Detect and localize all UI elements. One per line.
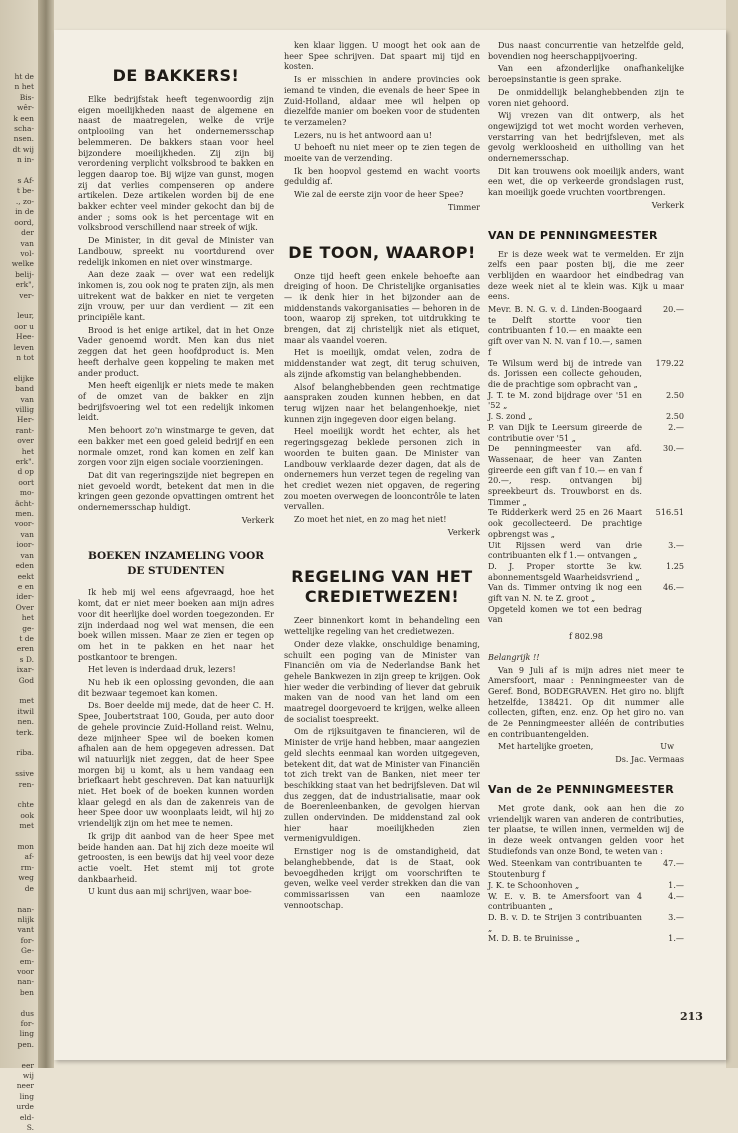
column-2 [284, 40, 480, 912]
gutter-fragment: God [18, 675, 34, 685]
donation-entry-amount: 2.— [668, 421, 684, 432]
paragraph: Onder deze vlakke, onschuldige benaming, schuilt een poging van de Minister van Financiën om via de Nederlandse Bank het gehele Bankwezen in zijn greep te krijgen. Ook hier weder die verbinding of liever dat gebruik maken van de nood van het land om een maatregel doorgevoerd te krijgen, welke alleen de socialist toespreekt. [284, 638, 480, 724]
gutter-fragment [4, 301, 34, 311]
gutter-fragment [4, 832, 34, 842]
donation-entry [488, 411, 684, 422]
gutter-fragment: ver- [19, 290, 34, 300]
donation-entry-text: De penningmeester van afd. Wassenaar, de heer van Zanten gireerde een gift van f 10.— en van f 20.—, resp. ontvangen bij spreekbeurt ds. Trouwborst en ds. Timmer „ [488, 443, 642, 507]
column-1 [78, 40, 274, 899]
section-intro-2: Met grote dank, ook aan hen die zo vriendelijk waren van anderen de contributies, ter plaatse, te willen innen, vermelden wij de in deze week ontvangen gelden voor het Studiefonds van onze Bond, te weten van : [488, 802, 684, 856]
donation-entry-amount: 20.— [663, 304, 684, 315]
paragraph: Is er misschien in andere provincies ook iemand te vinden, die evenals de heer Spee in Zuid-Holland, aldaar mee wil helpen op diezelfde manier om boeken voor de studenten te verzamelen? [284, 74, 480, 127]
donation-entry-amount: 179.22 [655, 357, 684, 368]
donation-entry-amount: 46.— [663, 582, 684, 593]
gutter-fragment: het [21, 446, 34, 456]
gutter-fragment: t de [19, 633, 34, 643]
gutter-fragment: wêr- [17, 103, 34, 113]
gutter-fragment: ren- [18, 779, 34, 789]
paragraph: Men heeft eigenlijk er niets mede te maken of de omzet van de bakker en zijn bedrijfsvoering wel tot een redelijk inkomen leidt. [78, 380, 274, 423]
gutter-fragment: t be- [16, 186, 34, 196]
donation-entry [488, 933, 684, 944]
author-signature: Verkerk [651, 199, 684, 210]
gutter-fragment: vol- [20, 248, 34, 258]
paragraph: Ik heb mij wel eens afgevraagd, hoe het komt, dat er niet meer boeken aan mijn adres voor dit heerlijke doel worden toegezonden. Er zijn inderdaad nog wel wat mensen, die een boek willen missen. Maar ze zien er tegen op om het in te pakken en het naar het postkantoor te brengen. [78, 587, 274, 662]
donation-entry [488, 304, 684, 358]
gutter-fragment: eld- [19, 1112, 34, 1122]
gutter-fragment: S. [26, 1123, 34, 1133]
gutter-fragment: erk". [15, 457, 34, 467]
gutter-fragment: pen. [17, 1039, 34, 1049]
gutter-fragment: Ge- [21, 946, 34, 956]
gutter-fragment: eren [16, 644, 34, 654]
gutter-fragment: ioor- [16, 540, 34, 550]
gutter-fragment: voor [17, 966, 34, 976]
paragraph: Elke bedrijfstak heeft tegenwoordig zijn eigen moeilijkheden naast de algemene en naast de maatregelen, welke de vrije ontplooiing van het ondernemersschap belemmeren. De bakkers staan voor heel bijzondere moeilijkheden. Zij zijn bij verordening verplicht volksbrood te bakken en leggen daarop toe. Bij wijze van gunst, mogen zij dat verlies compenseren op andere artikelen. Deze artikelen worden bij de ene bakker echter veel minder gekocht dan bij de ander ; soms ook is het percentage wit en volksbrood verschillend naar streek of wijk. [78, 94, 274, 233]
gutter-fragment: rant- [15, 425, 34, 435]
gutter-fragment: chte [17, 800, 34, 810]
gutter-fragment: belij- [15, 269, 34, 279]
article-body-credietwezen-continued [488, 40, 684, 198]
donation-list [488, 304, 684, 625]
donation-entry-amount: 1.— [668, 879, 684, 890]
donation-entry-text: D. J. Proper stortte 3e kw. abonnementsgeld Waarheidsvriend „ [488, 560, 642, 582]
paragraph: U kunt dus aan mij schrijven, waar boe- [88, 886, 252, 897]
section-intro: Er is deze week wat te vermelden. Er zijn zelfs een paar posten bij, die me zeer verblijden en waardoor het eindbedrag van deze week niet al te klein was. Kijk u maar eens. [488, 248, 684, 302]
donation-entry [488, 912, 684, 933]
donation-entry-text: P. van Dijk te Leersum gireerde de contributie over '51 „ [488, 421, 642, 443]
gutter-fragment: leur, [17, 311, 34, 321]
paragraph: De Minister, in dit geval de Minister van Landbouw, spreekt nu voortdurend over redelijk inkomen en niet over winstmarge. [78, 235, 274, 267]
gutter-fragment: em- [19, 956, 34, 966]
gutter-fragment: ling [19, 1091, 34, 1101]
gutter-fragment: voor- [14, 519, 34, 529]
paragraph: U behoeft nu niet meer op te zien tegen de moeite van de verzending. [284, 142, 480, 164]
paragraph: Lezers, nu is het antwoord aan u! [294, 129, 433, 140]
donation-entry-amount: 3.— [668, 911, 684, 922]
donation-entry-text: Te Ridderkerk werd 25 en 26 Maart ook gecollecteerd. De prachtige opbrengst was „ [488, 507, 642, 539]
gutter-fragment: villig [15, 405, 34, 414]
gutter-fragment: erk", [15, 280, 34, 290]
paragraph: Dit kan trouwens ook moeilijk anders, want een wet, die op verkeerde grondslagen rust, kan moeilijk goede vruchten voortbrengen. [488, 165, 684, 198]
gutter-fragment: neer [16, 1081, 34, 1091]
gutter-fragment: n tot [16, 352, 34, 362]
paragraph: Ds. Boer deelde mij mede, dat de heer C. H. Spee, Joubertstraat 100, Gouda, per auto door de gehele provincie Zuid-Holland reist. Welnu, deze mijnheer Spee wil de boeken komen afhalen aan de hem opgegeven adressen. Dat wil natuurlijk niet zeggen, dat de heer Spee morgen bij u komt, als u hem vandaag een briefkaart hebt geschreven. Dat kan natuurlijk niet. Het boek of de boeken kunnen worden klaar gelegd en als dan de zakenreis van de heer Spee door uw woonplaats leidt, wil hij zo vriendelijk zijn om het mee te nemen. [78, 700, 274, 829]
paragraph: Wij vrezen van dit ontwerp, als het ongewijzigd tot wet mocht worden verheven, verstarring van het bedrijfsleven, met als gevolg werkloosheid en uitholling van het ondernemersschap. [488, 110, 684, 164]
paragraph: Aan deze zaak — over wat een redelijk inkomen is, zou ook nog te praten zijn, als men uitrekent wat de bakker en niet te vergeten zijn vrouw, per uur dan verdient — zit een principiële kant. [78, 269, 274, 323]
paragraph: Het leven is inderdaad druk, lezers! [88, 664, 236, 675]
author-signature: Verkerk [447, 526, 480, 537]
paragraph: Ernstiger nog is de omstandigheid, dat belanghebbende, dat is de Staat, ook bevoegdheden krijgt om voorschriften te geven, welke veel verder strekken dan die van commissarissen van een naamloze vennootschap. [284, 846, 480, 910]
gutter-fragment: nsen. [13, 134, 34, 144]
gutter-fragment: itwil [17, 706, 34, 716]
paragraph: Heel moeilijk wordt het echter, als het regeringsgezag beklede personen zich in woorden te buiten gaan. De Minister van Landbouw verklaarde dezer dagen, dat als de ondernemers hun verzet tegen de regeling van het crediet wezen niet opgaven, de regering zou moeten overwegen de looncontrôle te laten vervallen. [284, 426, 480, 512]
donation-entry [488, 422, 684, 443]
gutter-fragment: ächt- [14, 498, 34, 508]
gutter-fragment: Bis- [19, 92, 34, 102]
author-signature: Verkerk [241, 514, 274, 525]
donation-entry-text: M. D. B. te Bruinisse „ [488, 933, 580, 944]
gutter-fragment: vant [17, 925, 34, 935]
paragraph: Zo moet het niet, en zo mag het niet! [294, 514, 447, 525]
donation-entry-amount: 47.— [663, 858, 684, 869]
gutter-fragment [4, 998, 34, 1008]
donation-entry-amount: 4.— [668, 890, 684, 901]
donation-entry [488, 540, 684, 561]
gutter-fragment: van [20, 238, 34, 248]
paragraph: Ik ben hoopvol gestemd en wacht voorts geduldig af. [284, 165, 480, 187]
gutter-fragment: de [24, 883, 34, 893]
gutter-fragment: band [15, 384, 34, 394]
gutter-fragment: elijke [13, 373, 34, 383]
gutter-fragment: rm- [20, 862, 34, 872]
gutter-fragment: for- [20, 1018, 34, 1028]
gutter-fragment: weg [18, 873, 34, 883]
gutter-fragment: van [20, 550, 34, 560]
donation-list-2 [488, 858, 684, 944]
gutter-fragment: eden [15, 561, 34, 571]
gutter-fragment: van [20, 394, 34, 404]
gutter-fragment: ben [19, 987, 34, 997]
page-edge [726, 0, 738, 1068]
gutter-fragment: n in- [17, 155, 34, 165]
paragraph: Nu heb ik een oplossing gevonden, die aan dit bezwaar tegemoet kan komen. [78, 677, 274, 698]
notice-label: Belangrijk !! [488, 651, 540, 662]
gutter-fragment: nlijk [17, 914, 34, 924]
donation-entry-amount: 3.— [668, 539, 684, 550]
paragraph: Om de rijksuitgaven te financieren, wil de Minister de vrije hand hebben, maar aangezien geld slechts eenmaal kan worden uitgegeven, betekent dit, dat wat de Minister van Financiën tot zich trekt van de Banken, niet meer ter beschikking staat van het bedrijfsleven. Dat wil dus zeggen, dat de industrialisatie, maar ook de Boerenleenbanken, de gevolgen hiervan zullen ondervinden. De middenstand zal ook hier haar moeilijkheden zien vermenigvuldigen. [284, 726, 480, 844]
donation-entry-amount: 1.— [668, 933, 684, 944]
gutter-fragment: ling [19, 1029, 34, 1039]
paragraph: Alsof belanghebbenden geen rechtmatige aanspraken zouden kunnen hebben, en dat terug wijzen naar het belangenhoekje, niet kunnen zijn ingegeven door eigen belang. [284, 381, 480, 424]
donation-entry-amount: 2.50 [665, 411, 684, 422]
donation-entry-text: Uit Rijssen werd van drie contribuanten elk f 1.— ontvangen „ [488, 539, 642, 561]
gutter-fragment: men. [15, 509, 34, 519]
gutter-fragment: dus [20, 1008, 34, 1018]
gutter-fragment: ge- [22, 623, 34, 633]
gutter-fragment: dt wij [12, 144, 34, 154]
gutter-fragment [4, 759, 34, 769]
page-number: 213 [680, 1010, 703, 1023]
donation-entry-text: J. S. zond „ [488, 411, 533, 422]
paragraph: De onmiddellijk belanghebbenden zijn te voren niet gehoord. [488, 86, 684, 108]
gutter-fragment: n het [14, 82, 34, 92]
gutter-fragment: nen. [17, 717, 34, 727]
donation-entry [488, 582, 684, 603]
donation-entry [488, 443, 684, 507]
gutter-fragment: s Af- [17, 176, 34, 186]
closing-line: Met hartelijke groeten, Uw [498, 741, 674, 752]
donation-entry [488, 390, 684, 411]
gutter-fragment: leven [13, 342, 34, 352]
gutter-fragment: met [19, 821, 34, 831]
gutter-fragment [4, 738, 34, 748]
donation-entry-amount: 2.50 [665, 389, 684, 400]
gutter-fragment: het [21, 613, 34, 623]
gutter-fragment: over [17, 436, 34, 446]
gutter-fragment: in de [15, 207, 34, 217]
book-spine [38, 0, 54, 1068]
paragraph: Dus naast concurrentie van hetzelfde geld, bovendien nog heerschappijvoering. [488, 40, 684, 61]
gutter-fragment: e en [17, 581, 34, 591]
treasurer-signature: Ds. Jac. Vermaas [615, 754, 684, 765]
gutter-fragment: terk. [16, 727, 34, 737]
paragraph: ken klaar liggen. U moogt het ook aan de heer Spee schrijven. Dat spaart mij tijd en kosten. [284, 40, 480, 72]
gutter-fragment: ider- [16, 592, 34, 602]
gutter-fragment: oord, [14, 217, 34, 227]
gutter-fragment: eekt [17, 571, 34, 581]
article-body-boeken-continued [284, 40, 480, 200]
gutter-fragment [4, 790, 34, 800]
gutter-fragment: nan- [17, 904, 34, 914]
paragraph: Van een afzonderlijke onafhankelijke beroepsinstantie is geen sprake. [488, 63, 684, 85]
donation-entry-text: Te Wilsum werd bij de intrede van ds. Jorissen een collecte gehouden, die de prachtige som opbracht van „ [488, 357, 642, 389]
article-body-toon [284, 271, 480, 525]
gutter-fragment: van [20, 529, 34, 539]
gutter-fragment [4, 1050, 34, 1060]
section-title-penningmeester: VAN DE PENNINGMEESTER [488, 228, 658, 242]
donation-entry-text: J. T. te M. zond bijdrage over '51 en '52 „ [488, 389, 642, 411]
gutter-fragment: mo- [19, 488, 34, 498]
donation-entry [488, 858, 684, 879]
donation-entry [488, 880, 684, 891]
section-title-2e-penningmeester: Van de 2e PENNINGMEESTER [488, 782, 675, 796]
gutter-fragment [4, 686, 34, 696]
article-body-credietwezen [284, 615, 480, 910]
donation-entry-text: D. B. v. D. te Strijen 3 contribuanten „ [488, 911, 642, 933]
gutter-fragment: riba. [16, 748, 34, 758]
donation-entry-text: W. E. v. B. te Amersfoort van 4 contribuanten „ [488, 890, 642, 912]
gutter-fragment: s D. [19, 654, 34, 664]
gutter-fragment: ixar- [16, 665, 34, 675]
gutter-fragment: scha- [14, 124, 34, 134]
gutter-fragment: ., zo- [15, 196, 34, 206]
donation-entry [488, 604, 684, 625]
gutter-fragment: for- [20, 935, 34, 945]
donation-total: f 802.98 [569, 631, 603, 642]
gutter-fragment: eer [21, 1060, 34, 1070]
donation-entry-text: Wed. Steenkam van contribuanten te Stoutenburg f [488, 858, 642, 880]
article-body-bakkers [78, 94, 274, 513]
gutter-fragment: af- [24, 852, 34, 862]
gutter-fragment: k een [13, 113, 34, 123]
gutter-fragment: welke [11, 259, 34, 269]
article-title-boeken: BOEKEN INZAMELING VOOR DE STUDENTEN [87, 550, 265, 578]
gutter-fragment: d op [17, 467, 34, 477]
paragraph: Men behoort zo'n winstmarge te geven, dat een bakker met een goed geleid bedrijf en een normale omzet, rond kan komen en zelf kan zorgen voor zijn eigen sociale voorzieningen. [78, 425, 274, 468]
previous-page-text-fragments [4, 72, 34, 1133]
gutter-fragment: Over [15, 602, 34, 612]
paragraph: Zeer binnenkort komt in behandeling een wettelijke regeling van het credietwezen. [284, 615, 480, 637]
article-title-bakkers: DE BAKKERS! [112, 66, 240, 85]
paragraph: Onze tijd heeft geen enkele behoefte aan dreiging of hoon. De Christelijke organisaties — ik denk hier in het bijzonder aan de middenstands vakorganisaties — behoren in de toon, waarop zij spreken, tot uitdrukking te brengen, dat zij christelijk niet als etiquet, maar als vaandel voeren. [284, 270, 480, 345]
gutter-fragment: Hee- [16, 332, 34, 342]
article-title-credietwezen: REGELING VAN HET CREDIETWEZEN! [291, 567, 473, 607]
donation-entry [488, 891, 684, 912]
gutter-fragment: urde [16, 1102, 34, 1112]
gutter-fragment: nan- [17, 977, 34, 987]
donation-entry-text: Van ds. Timmer ontving ik nog een gift van N. N. te Z. groot „ [488, 582, 642, 604]
gutter-fragment [4, 894, 34, 904]
column-3 [488, 40, 684, 944]
article-body-boeken [78, 587, 274, 897]
gutter-fragment: oort [18, 477, 34, 487]
paragraph: Dat dit van regeringszijde niet begrepen en niet gevoeld wordt, betekent dat men in die kringen geen gezonde opvattingen omtrent het ondernemersschap huldigt. [78, 469, 274, 513]
gutter-fragment [4, 363, 34, 373]
donation-entry [488, 358, 684, 390]
donation-entry [488, 507, 684, 539]
paragraph: Het is moeilijk, omdat velen, zodra de middenstander wat zegt, dit terug schuiven, als zijnde afkomstig van belanghebbenden. [284, 347, 480, 379]
donation-entry-text: J. K. te Schoonhoven „ [488, 879, 580, 890]
paragraph: Brood is het enige artikel, dat in het Onze Vader genoemd wordt. Men kan dus niet zeggen dat het geen hoofdproduct is. Men heeft derhalve geen koppeling te maken met ander product. [78, 324, 274, 378]
paragraph: Wie zal de eerste zijn voor de heer Spee? [294, 189, 464, 200]
gutter-fragment [4, 166, 34, 176]
gutter-fragment: ht de [14, 72, 34, 81]
donation-entry-amount [642, 604, 684, 625]
gutter-fragment: ook [20, 810, 34, 820]
donation-entry-amount: 516.51 [655, 507, 684, 518]
notice-text: Van 9 Juli af is mijn adres niet meer te Amersfoort, maar : Penningmeester van de Geref. Bond, BODEGRAVEN. Het giro no. blijft hetzelfde, 138421. Op dit nummer alle collecten, giften, enz. enz. Op het giro no. van de 2e Penningmeester alléén de contributies en contribuantengelden. [488, 664, 684, 739]
author-signature: Timmer [448, 201, 480, 212]
gutter-fragment: ssive [15, 769, 34, 779]
donation-entry-amount: 30.— [663, 443, 684, 454]
paragraph: Ik grijp dit aanbod van de heer Spee met beide handen aan. Dat hij zich deze moeite wil getroosten, is een bewijs dat hij veel voor deze actie voelt. Het stemt mij tot grote dankbaarheid. [78, 830, 274, 884]
gutter-fragment: Her- [16, 415, 34, 425]
donation-entry [488, 561, 684, 582]
gutter-fragment: oor u [14, 321, 34, 331]
gutter-fragment: met [19, 696, 34, 706]
gutter-fragment: mon [17, 842, 34, 852]
article-title-toon: DE TOON, WAAROP! [288, 242, 476, 262]
donation-entry-text: Opgeteld komen we tot een bedrag van [488, 603, 642, 625]
donation-entry-amount: 1.25 [665, 560, 684, 571]
gutter-fragment: wij [22, 1071, 34, 1080]
gutter-fragment: der [21, 228, 34, 238]
donation-entry-text: Mevr. B. N. G. v. d. Linden-Boogaard te Delft stortte voor tien contribuanten f 10.— en maakte een gift over van N. N. van f 10.—, samen f [488, 304, 642, 357]
